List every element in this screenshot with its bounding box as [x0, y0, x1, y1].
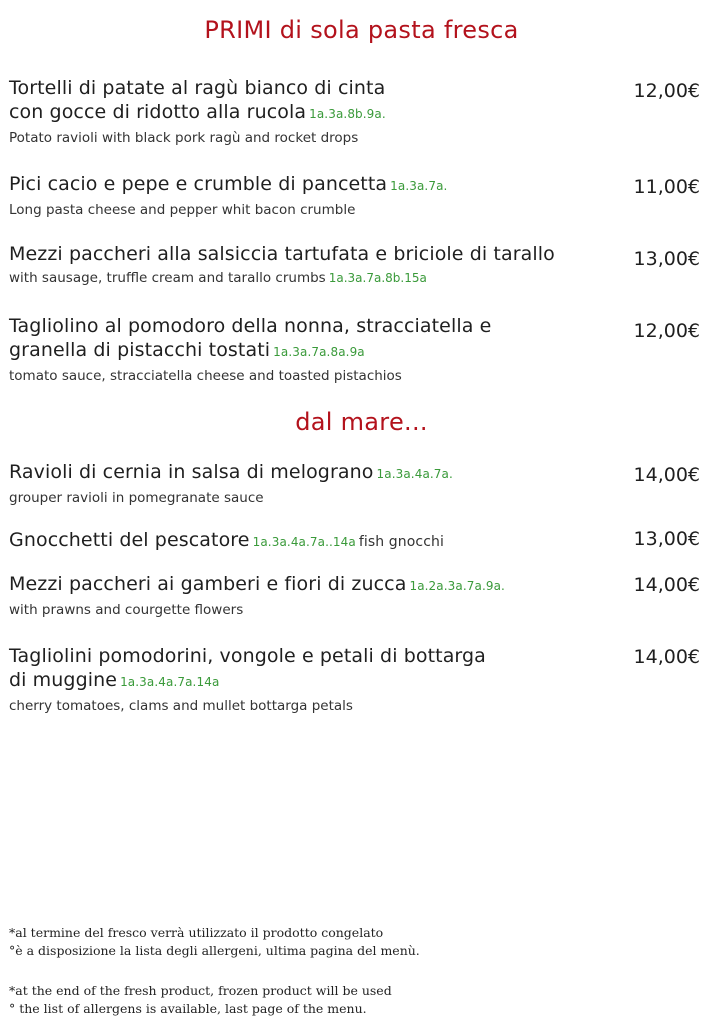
dish-description: tomato sauce, stracciatella cheese and toasted pistachios: [9, 368, 402, 384]
dish-name-cont: di muggine 1a.3a.4a.7a.14a: [9, 669, 220, 691]
menu-item-tagliolini-vongole: [9, 644, 714, 715]
allergen-codes: 1a.3a.7a.8b.15a: [328, 271, 427, 285]
footnotes-english: [9, 982, 714, 1018]
footnotes-italian: [9, 924, 714, 960]
dish-price: 14,00€: [633, 646, 700, 668]
dish-name-cont: con gocce di ridotto alla rucola 1a.3a.8b.9a.: [9, 101, 386, 123]
allergen-codes: 1a.3a.7a.8a.9a: [273, 345, 365, 359]
dish-price: 12,00€: [633, 320, 700, 342]
dish-description: grouper ravioli in pomegranate sauce: [9, 490, 264, 506]
dish-price: 14,00€: [633, 574, 700, 596]
menu-item-mezzi-paccheri-salsiccia: [9, 242, 714, 287]
menu-item-tagliolino: [9, 314, 714, 385]
dish-price: 14,00€: [633, 464, 700, 486]
section-title-mare: dal mare...: [295, 408, 428, 436]
dish-price: 12,00€: [633, 80, 700, 102]
menu-item-mezzi-paccheri-gamberi: [9, 572, 714, 619]
dish-description: with prawns and courgette flowers: [9, 602, 244, 618]
menu-item-ravioli-cernia: [9, 460, 714, 507]
dish-name: Gnocchetti del pescatore 1a.3a.4a.7a..14a fish gnocchi: [9, 529, 444, 551]
dish-name: Pici cacio e pepe e crumble di pancetta 1a.3a.7a.: [9, 173, 448, 195]
dish-name-cont: granella di pistacchi tostati 1a.3a.7a.8a.9a: [9, 339, 365, 361]
menu-item-tortelli: [9, 76, 714, 147]
dish-description: cherry tomatoes, clams and mullet bottarga petals: [9, 698, 353, 714]
dish-description: fish gnocchi: [358, 534, 444, 550]
menu-item-pici: [9, 172, 714, 219]
allergen-codes: 1a.3a.4a.7a.: [376, 467, 453, 481]
menu-item-gnocchetti: [9, 528, 714, 554]
section-title-primi: PRIMI di sola pasta fresca: [204, 16, 519, 44]
dish-name: Ravioli di cernia in salsa di melograno 1a.3a.4a.7a.: [9, 461, 453, 483]
dish-name: Tortelli di patate al ragù bianco di cinta: [9, 77, 386, 99]
footnote-it-2: °è a disposizione la lista degli allergeni, ultima pagina del menù.: [9, 943, 420, 958]
dish-name: Tagliolini pomodorini, vongole e petali di bottarga: [9, 645, 486, 667]
dish-price: 11,00€: [633, 176, 700, 198]
dish-description: Long pasta cheese and pepper whit bacon crumble: [9, 202, 356, 218]
footnote-en-2: ° the list of allergens is available, last page of the menu.: [9, 1001, 367, 1016]
allergen-codes: 1a.2a.3a.7a.9a.: [409, 579, 505, 593]
dish-description: with sausage, truffle cream and tarallo crumbs 1a.3a.7a.8b.15a: [9, 270, 427, 286]
dish-price: 13,00€: [633, 528, 700, 550]
dish-description: Potato ravioli with black pork ragù and rocket drops: [9, 130, 359, 146]
allergen-codes: 1a.3a.8b.9a.: [309, 107, 386, 121]
allergen-codes: 1a.3a.4a.7a.14a: [120, 675, 220, 689]
allergen-codes: 1a.3a.7a.: [390, 179, 448, 193]
footnote-en-1: *at the end of the fresh product, frozen product will be used: [9, 983, 392, 998]
footnote-it-1: *al termine del fresco verrà utilizzato il prodotto congelato: [9, 925, 384, 940]
dish-name: Mezzi paccheri alla salsiccia tartufata e briciole di tarallo: [9, 243, 555, 265]
allergen-codes: 1a.3a.4a.7a..14a: [252, 535, 356, 549]
dish-name: Tagliolino al pomodoro della nonna, stracciatella e: [9, 315, 492, 337]
dish-price: 13,00€: [633, 248, 700, 270]
dish-name: Mezzi paccheri ai gamberi e fiori di zucca 1a.2a.3a.7a.9a.: [9, 573, 505, 595]
